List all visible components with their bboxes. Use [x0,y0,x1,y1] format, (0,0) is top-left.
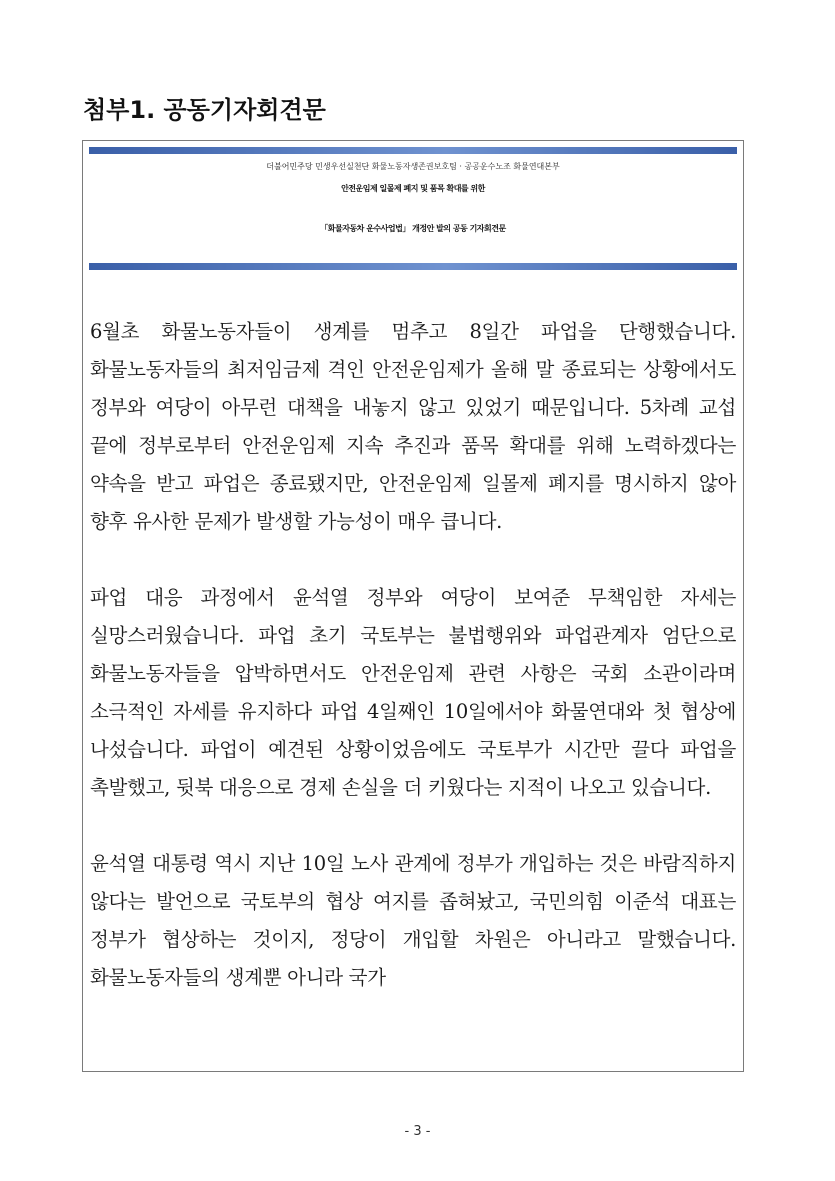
header-top-rule [89,147,737,154]
attachment-title: 첨부1. 공동기자회견문 [83,96,326,124]
paragraph-2: 파업 대응 과정에서 윤석열 정부와 여당이 보여준 무책임한 자세는 실망스러웠습니다. 파업 초기 국토부는 불법행위와 파업관계자 엄단으로 화물노동자들을 압박하면서도 안전운임제 관련 사항은 국회 소관이라며 소극적인 자세를 유지하다 파업 4일째인 10일에서야 화물연대와 첫 협상에 나섰습니다. 파업이 예견된 상황이었음에도 국토부가 시간만 끌다 파업을 촉발했고, 뒷북 대응으로 경제 손실을 더 키웠다는 지적이 나오고 있습니다. [90,586,736,799]
press-release-frame [82,140,744,1072]
page-number: - 3 - [404,1124,431,1139]
headline-line-2: 「화물자동차 운수사업법」 개정안 발의 공동 기자회견문 [320,224,506,233]
paragraph-1: 6월초 화물노동자들이 생계를 멈추고 8일간 파업을 단행했습니다. 화물노동자들의 최저임금제 격인 안전운임제가 올해 말 종료되는 상황에서도 정부와 여당이 아무런 대책을 내놓지 않고 있었기 때문입니다. 5차례 교섭 끝에 정부로부터 안전운임제 지속 추진과 품목 확대를 위해 노력하겠다는 약속을 받고 파업은 종료됐지만, 안전운임제 일몰제 폐지를 명시하지 않아 향후 유사한 문제가 발생할 가능성이 매우 큽니다. [90,320,736,533]
paragraph-3: 윤석열 대통령 역시 지난 10일 노사 관계에 정부가 개입하는 것은 바람직하지 않다는 발언으로 국토부의 협상 여지를 좁혀놨고, 국민의힘 이준석 대표는 정부가 협상하는 것이지, 정당이 개입할 차원은 아니라고 말했습니다. 화물노동자들의 생계뿐 아니라 국가 [90,852,736,989]
headline-line-1: 안전운임제 일몰제 폐지 및 품목 확대를 위한 [341,184,485,193]
header-bottom-rule [89,263,737,270]
body-text [90,313,736,997]
organizations-line: 더불어민주당 민생우선실천단 화물노동자생존권보호팀 · 공공운수노조 화물연대본부 [266,162,560,171]
